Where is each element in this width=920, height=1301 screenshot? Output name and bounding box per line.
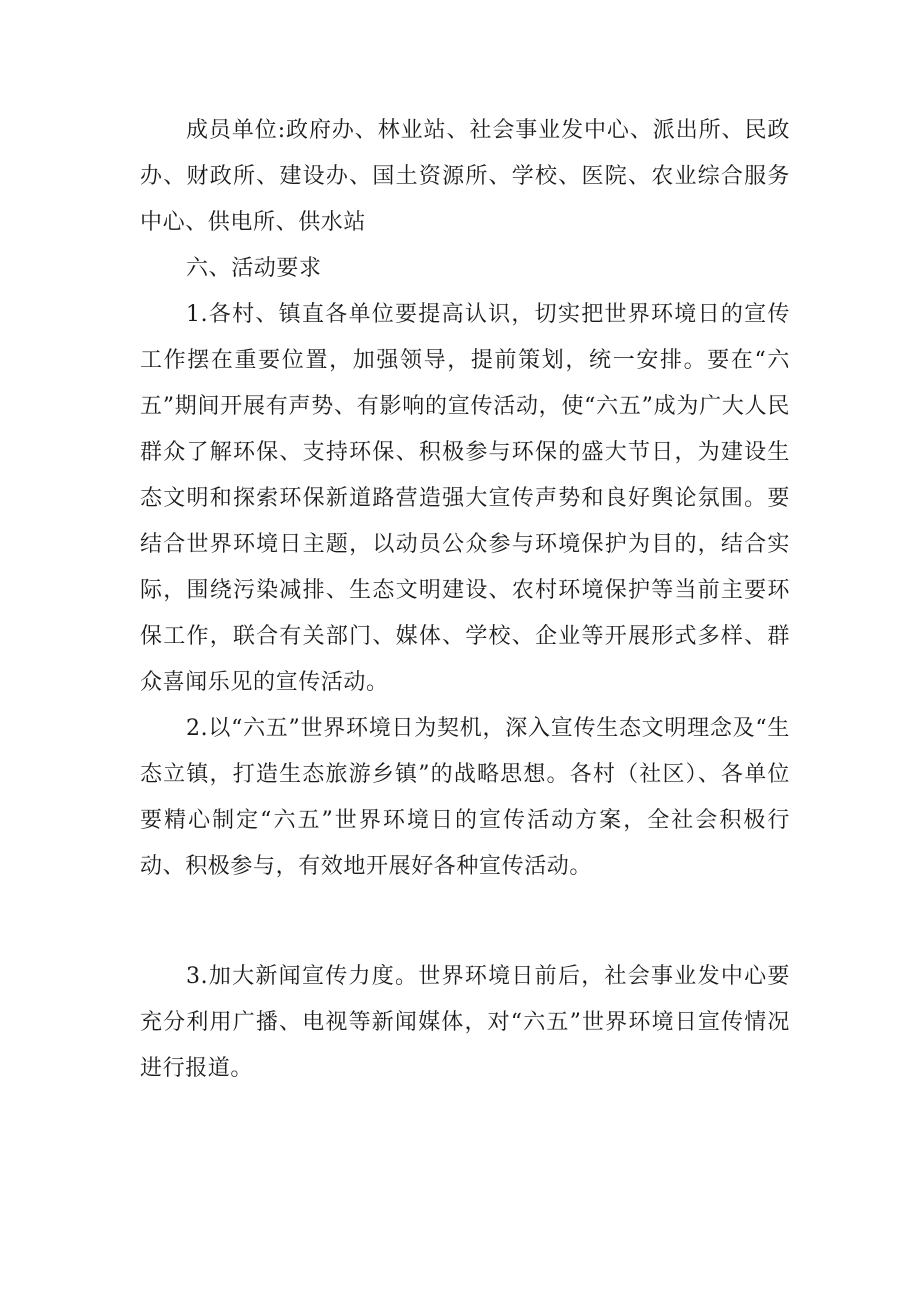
section-heading: 六、活动要求	[186, 256, 322, 281]
requirement-1-paragraph: 1.各村、镇直各单位要提高认识，切实把世界环境日的宣传工作摆在重要位置，加强领导，提前策划，统一安排。要在“六五”期间开展有声势、有影响的宣传活动，使“六五”成为广大人民群众了解环保、支持环保、积极参与环保的盛大节日，为建设生态文明和探索环保新道路营造强大宣传声势和良好舆论氛围。要结合世界环境日主题，以动员公众参与环境保护为目的，结合实际，围绕污染减排、生态文明建设、农村环境保护等当前主要环保工作，联合有关部门、媒体、学校、企业等开展形式多样、群众喜闻乐见的宣传活动。	[140, 302, 790, 695]
requirement-2-paragraph: 2.以“六五”世界环境日为契机，深入宣传生态文明理念及“生态立镇，打造生态旅游乡镇”的战略思想。各村（社区）、各单位要精心制定“六五”世界环境日的宣传活动方案，全社会积极行动、积极参与，有效地开展好各种宣传活动。	[140, 716, 790, 879]
requirement-3-paragraph: 3.加大新闻宣传力度。世界环境日前后，社会事业发中心要充分利用广播、电视等新闻媒体，对“六五”世界环境日宣传情况进行报道。	[140, 964, 790, 1081]
member-units-paragraph: 成员单位:政府办、林业站、社会事业发中心、派出所、民政办、财政所、建设办、国土资源所、学校、医院、农业综合服务中心、供电所、供水站	[140, 118, 790, 235]
